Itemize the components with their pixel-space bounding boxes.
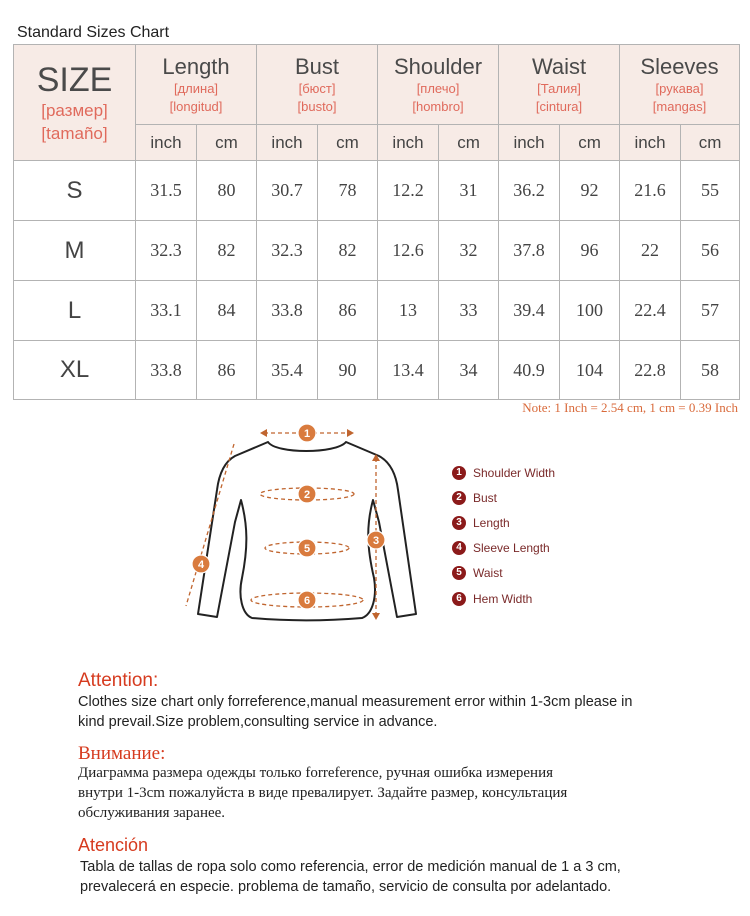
attention-line: внутри 1-3cm пожалуйста в виде превалирует. Задайте размер, консультация: [78, 785, 568, 801]
table-cell: 13: [378, 281, 439, 341]
unit-inch: inch: [257, 125, 318, 161]
column-name-es: [longitud]: [169, 98, 223, 114]
row-size-label: S: [14, 161, 136, 221]
attention-text-es: [80, 857, 621, 897]
size-header-ru: [размер]: [41, 100, 108, 120]
column-name-ru: [длина]: [173, 80, 219, 96]
table-cell: 22.4: [620, 281, 681, 341]
table-cell: 33.8: [257, 281, 318, 341]
table-cell: 33: [439, 281, 499, 341]
column-name: Length: [162, 53, 230, 79]
legend-label: Hem Width: [473, 591, 533, 606]
legend-number: 6: [452, 592, 466, 606]
legend-item: [452, 561, 555, 586]
unit-inch: inch: [378, 125, 439, 161]
marker-label: 2: [303, 489, 311, 501]
unit-cm: cm: [681, 125, 740, 161]
unit-inch: inch: [499, 125, 560, 161]
attention-title-es: Atención: [78, 835, 149, 855]
table-cell: 37.8: [499, 221, 560, 281]
legend-number: 4: [452, 541, 466, 555]
column-header-sleeves: [620, 45, 740, 125]
column-name: Waist: [531, 53, 587, 79]
size-header-cell: [14, 45, 136, 161]
measurement-markers: [192, 424, 385, 609]
marker-label: 6: [303, 595, 311, 607]
legend-number: 5: [452, 566, 466, 580]
table-cell: 30.7: [257, 161, 318, 221]
table-cell: 13.4: [378, 341, 439, 400]
legend-item: [452, 510, 555, 535]
conversion-note: Note: 1 Inch = 2.54 cm, 1 cm = 0.39 Inch: [522, 400, 738, 415]
table-cell: 31.5: [136, 161, 197, 221]
table-cell: 22: [620, 221, 681, 281]
size-table: [13, 44, 740, 400]
column-name-es: [hombro]: [412, 98, 464, 114]
table-cell: 86: [318, 281, 378, 341]
unit-inch: inch: [620, 125, 681, 161]
attention-title-ru: Внимание:: [78, 743, 166, 764]
row-size-label: XL: [14, 341, 136, 400]
legend-label: Sleeve Length: [473, 541, 550, 556]
table-cell: 34: [439, 341, 499, 400]
column-name: Sleeves: [640, 53, 719, 79]
marker-label: 4: [197, 559, 205, 571]
attention-line: kind prevail.Size problem,consulting service in advance.: [78, 714, 438, 730]
table-cell: 86: [197, 341, 257, 400]
legend-label: Shoulder Width: [473, 465, 556, 480]
legend-label: Length: [473, 515, 510, 530]
table-row: [14, 221, 740, 281]
table-cell: 35.4: [257, 341, 318, 400]
column-name-es: [cintura]: [535, 98, 583, 114]
column-name-ru: [Талия]: [537, 80, 581, 96]
table-row: [14, 161, 740, 221]
attention-line: Tabla de tallas de ropa solo como referencia, error de medición manual de 1 a 3 cm,: [80, 859, 621, 875]
unit-cm: cm: [439, 125, 499, 161]
table-row: [14, 281, 740, 341]
table-cell: 32: [439, 221, 499, 281]
legend-label: Bust: [473, 490, 498, 505]
table-cell: 78: [318, 161, 378, 221]
column-header-shoulder: [378, 45, 499, 125]
table-cell: 12.2: [378, 161, 439, 221]
attention-line: Clothes size chart only forreference,manual measurement error within 1-3cm please in: [78, 694, 633, 710]
column-name-es: [busto]: [297, 98, 337, 114]
table-cell: 56: [681, 221, 740, 281]
marker-label: 3: [372, 535, 380, 547]
unit-cm: cm: [560, 125, 620, 161]
column-name-ru: [плечо]: [416, 80, 460, 96]
column-name: Shoulder: [393, 53, 483, 79]
table-cell: 82: [318, 221, 378, 281]
table-cell: 36.2: [499, 161, 560, 221]
column-name-es: [mangas]: [652, 98, 707, 114]
measurement-legend: [452, 460, 555, 611]
legend-number: 3: [452, 516, 466, 530]
table-cell: 58: [681, 341, 740, 400]
column-name: Bust: [295, 53, 340, 79]
table-cell: 84: [197, 281, 257, 341]
table-cell: 104: [560, 341, 620, 400]
row-size-label: L: [14, 281, 136, 341]
marker-label: 1: [303, 428, 311, 440]
table-cell: 82: [197, 221, 257, 281]
table-cell: 57: [681, 281, 740, 341]
table-cell: 33.8: [136, 341, 197, 400]
legend-item: [452, 485, 555, 510]
table-row: [14, 341, 740, 400]
column-header-length: [136, 45, 257, 125]
column-header-waist: [499, 45, 620, 125]
size-header-title: SIZE: [36, 60, 113, 99]
shirt-measurement-diagram: [176, 418, 436, 630]
column-header-bust: [257, 45, 378, 125]
legend-item: [452, 586, 555, 611]
table-cell: 55: [681, 161, 740, 221]
table-cell: 32.3: [136, 221, 197, 281]
table-cell: 100: [560, 281, 620, 341]
table-cell: 32.3: [257, 221, 318, 281]
table-cell: 31: [439, 161, 499, 221]
legend-item: [452, 460, 555, 485]
marker-label: 5: [303, 543, 311, 555]
attention-text-en: [78, 692, 632, 732]
legend-number: 2: [452, 491, 466, 505]
table-cell: 40.9: [499, 341, 560, 400]
table-cell: 21.6: [620, 161, 681, 221]
legend-item: [452, 536, 555, 561]
attention-line: prevalecerá en especie. problema de tamaño, servicio de consulta por adelantado.: [80, 879, 612, 895]
table-cell: 90: [318, 341, 378, 400]
unit-cm: cm: [197, 125, 257, 161]
attention-line: обслуживания заранее.: [78, 805, 226, 821]
unit-inch: inch: [136, 125, 197, 161]
unit-cm: cm: [318, 125, 378, 161]
column-name-ru: [рукава]: [655, 80, 704, 96]
table-cell: 96: [560, 221, 620, 281]
chart-title: Standard Sizes Chart: [17, 24, 170, 41]
table-cell: 39.4: [499, 281, 560, 341]
table-cell: 80: [197, 161, 257, 221]
attention-text-ru: [78, 763, 567, 823]
table-cell: 33.1: [136, 281, 197, 341]
attention-line: Диаграмма размера одежды только forreference, ручная ошибка измерения: [78, 765, 554, 781]
table-cell: 92: [560, 161, 620, 221]
table-cell: 12.6: [378, 221, 439, 281]
table-cell: 22.8: [620, 341, 681, 400]
attention-title-en: Attention:: [78, 670, 159, 691]
size-header-es: [tamaño]: [41, 123, 108, 143]
legend-label: Waist: [473, 566, 503, 581]
column-name-ru: [бюст]: [298, 80, 336, 96]
row-size-label: M: [14, 221, 136, 281]
legend-number: 1: [452, 466, 466, 480]
